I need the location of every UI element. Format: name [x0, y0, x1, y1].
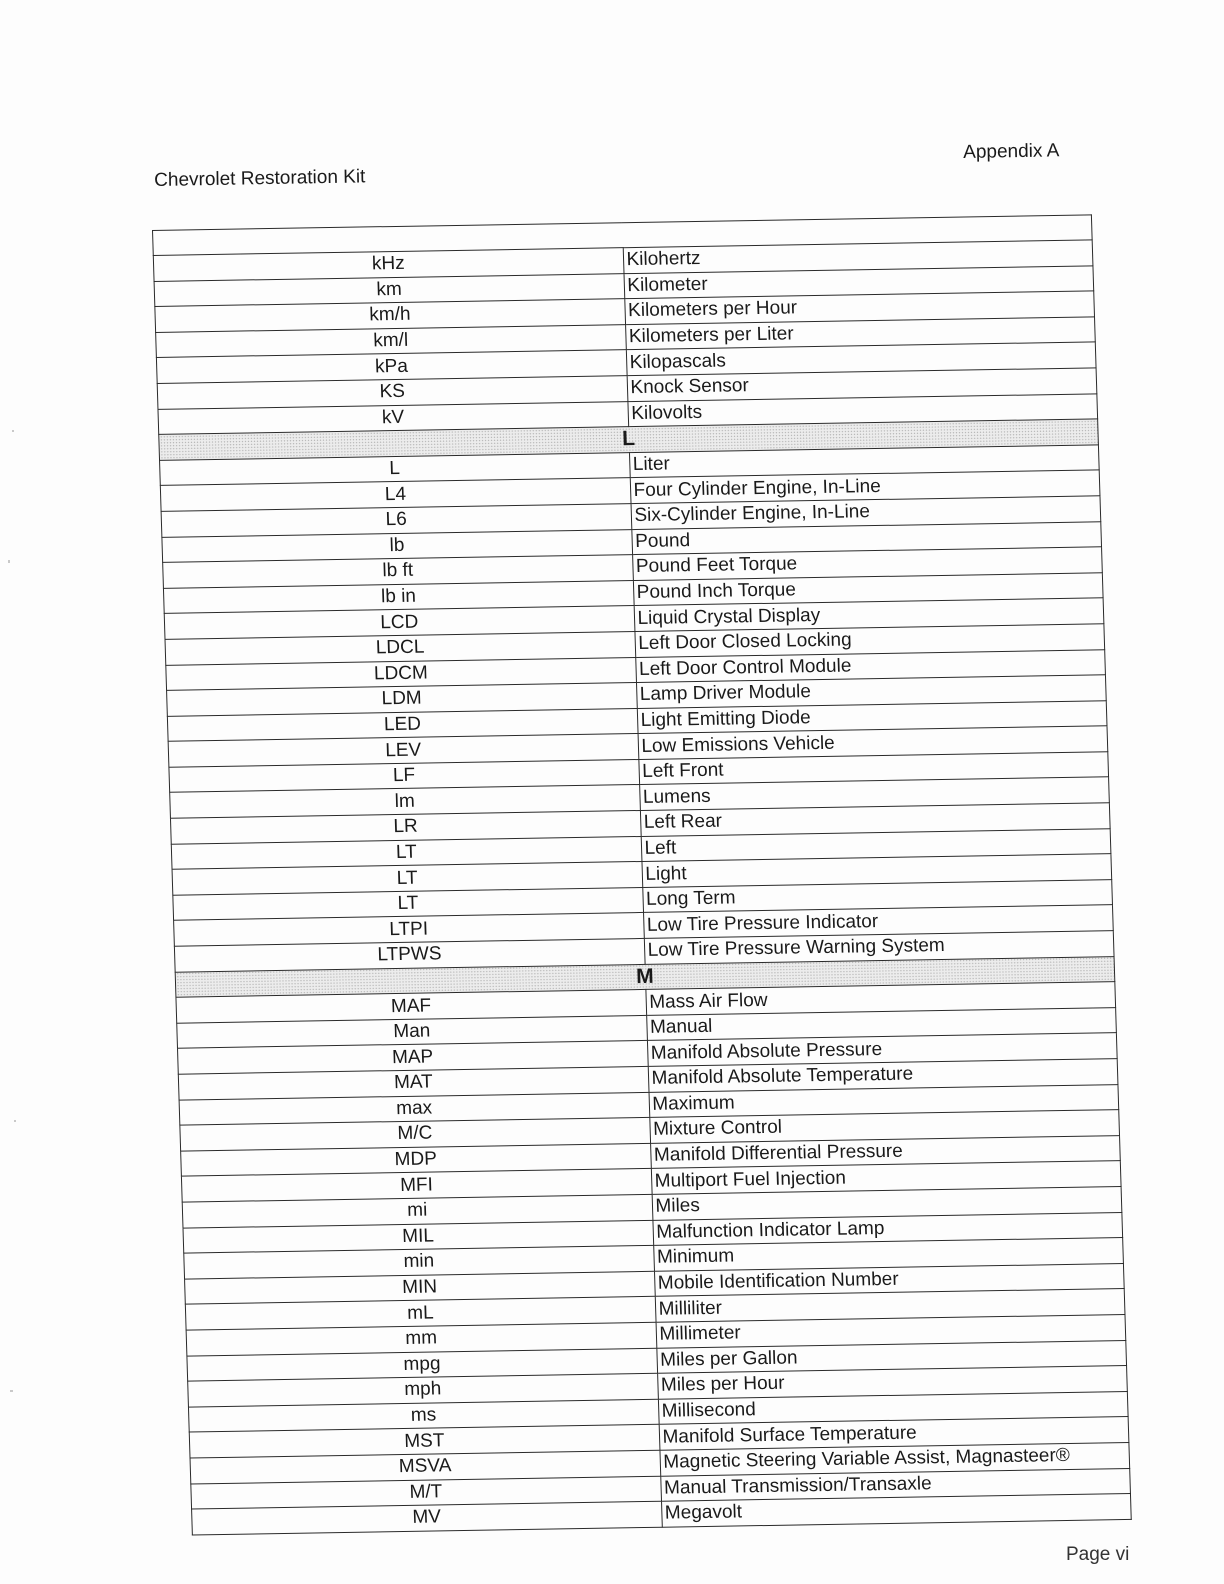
abbreviation-cell: LTPWS: [174, 938, 644, 971]
abbreviation-cell: min: [184, 1245, 654, 1278]
definition-cell: Low Emissions Vehicle: [638, 726, 1108, 759]
abbreviation-cell: MAF: [176, 990, 646, 1023]
abbreviation-cell: LED: [167, 708, 637, 741]
document-title: Chevrolet Restoration Kit: [154, 166, 366, 191]
appendix-label: Appendix A: [963, 140, 1060, 163]
definition-cell: Kilopascals: [626, 342, 1096, 375]
page-number: Page vi: [1066, 1544, 1130, 1565]
abbreviation-cell: mm: [186, 1322, 656, 1355]
definition-cell: Left Front: [638, 752, 1108, 785]
definition-cell: Manifold Differential Pressure: [650, 1135, 1120, 1168]
scan-speck: [14, 1120, 16, 1122]
abbreviation-cell: kHz: [153, 248, 623, 281]
definition-cell: Manifold Surface Temperature: [659, 1417, 1129, 1450]
definition-cell: Maximum: [649, 1084, 1119, 1117]
definition-cell: Mixture Control: [649, 1110, 1119, 1143]
definition-cell: Miles per Gallon: [656, 1340, 1126, 1373]
definition-cell: Magnetic Steering Variable Assist, Magnasteer®: [659, 1442, 1129, 1475]
abbreviation-cell: MV: [192, 1501, 662, 1534]
abbreviation-cell: M/C: [180, 1118, 650, 1151]
abbreviation-cell: mph: [188, 1373, 658, 1406]
definition-cell: Pound Feet Torque: [632, 547, 1102, 580]
definition-cell: Left Rear: [640, 803, 1110, 836]
abbreviation-cell: MST: [189, 1425, 659, 1458]
definition-cell: Manual Transmission/Transaxle: [660, 1468, 1130, 1501]
definition-cell: Long Term: [642, 880, 1112, 913]
definition-cell: Kilometers per Hour: [624, 291, 1094, 324]
definition-cell: Kilometers per Liter: [625, 317, 1095, 350]
abbreviation-cell: LTPI: [174, 913, 644, 946]
abbreviation-cell: Man: [177, 1015, 647, 1048]
section-letter: L: [159, 419, 1099, 460]
definition-cell: Pound: [631, 521, 1101, 554]
abbreviation-cell: L4: [160, 478, 630, 511]
abbreviation-cell: max: [179, 1092, 649, 1125]
abbreviation-cell: MFI: [181, 1169, 651, 1202]
abbreviation-cell: MIL: [183, 1220, 653, 1253]
definition-cell: Manifold Absolute Temperature: [648, 1059, 1118, 1092]
definition-cell: Left Door Control Module: [635, 649, 1105, 682]
definition-cell: Manual: [646, 1007, 1116, 1040]
abbreviation-cell: MIN: [185, 1271, 655, 1304]
abbreviation-cell: ms: [188, 1399, 658, 1432]
abbreviation-cell: MAT: [178, 1066, 648, 1099]
abbreviation-cell: LT: [173, 887, 643, 920]
definition-cell: Malfunction Indicator Lamp: [652, 1212, 1122, 1245]
abbreviation-cell: lb in: [163, 580, 633, 613]
definition-cell: Knock Sensor: [627, 368, 1097, 401]
definition-cell: Low Tire Pressure Warning System: [644, 931, 1114, 964]
definition-cell: Multiport Fuel Injection: [651, 1161, 1121, 1194]
abbreviation-cell: LCD: [164, 606, 634, 639]
definition-cell: Lumens: [639, 777, 1109, 810]
abbreviation-cell: LEV: [168, 734, 638, 767]
abbreviation-cell: LDCM: [166, 657, 636, 690]
abbreviation-cell: lm: [170, 785, 640, 818]
abbreviation-cell: MDP: [181, 1143, 651, 1176]
definition-cell: Left Door Closed Locking: [634, 624, 1104, 657]
abbreviation-cell: LT: [172, 862, 642, 895]
definition-cell: Mass Air Flow: [645, 982, 1115, 1015]
definition-cell: Light Emitting Diode: [637, 700, 1107, 733]
abbreviation-cell: LF: [169, 759, 639, 792]
scan-speck: [12, 430, 14, 432]
definition-cell: Millisecond: [658, 1391, 1128, 1424]
abbreviation-cell: MAP: [178, 1041, 648, 1074]
definition-cell: Millimeter: [656, 1314, 1126, 1347]
abbreviation-cell: mpg: [187, 1348, 657, 1381]
definition-cell: Four Cylinder Engine, In-Line: [630, 470, 1100, 503]
abbreviation-cell: M/T: [191, 1476, 661, 1509]
abbreviation-cell: LDCL: [165, 631, 635, 664]
abbreviation-cell: km: [154, 273, 624, 306]
definition-cell: Minimum: [653, 1238, 1123, 1271]
abbreviation-cell: kV: [158, 401, 628, 434]
abbreviation-cell: MSVA: [190, 1450, 660, 1483]
definition-cell: Miles per Hour: [657, 1366, 1127, 1399]
abbreviation-cell: lb ft: [163, 555, 633, 588]
abbreviation-cell: LR: [170, 811, 640, 844]
abbreviation-cell: lb: [162, 529, 632, 562]
definition-cell: Miles: [652, 1187, 1122, 1220]
scan-speck: [10, 1390, 13, 1392]
abbreviation-table: [152, 214, 1132, 1535]
abbreviation-cell: LDM: [167, 683, 637, 716]
abbreviation-cell: L: [160, 452, 630, 485]
definition-cell: Six-Cylinder Engine, In-Line: [631, 496, 1101, 529]
abbreviation-cell: km/l: [156, 324, 626, 357]
abbreviation-cell: mi: [182, 1194, 652, 1227]
definition-cell: Liter: [629, 445, 1099, 478]
scan-speck: [8, 560, 10, 563]
definition-cell: Mobile Identification Number: [654, 1263, 1124, 1296]
definition-cell: Megavolt: [661, 1494, 1131, 1527]
definition-cell: Pound Inch Torque: [633, 573, 1103, 606]
definition-cell: Kilovolts: [627, 393, 1097, 426]
abbreviation-cell: LT: [171, 836, 641, 869]
abbreviation-cell: mL: [185, 1297, 655, 1330]
definition-cell: Low Tire Pressure Indicator: [643, 905, 1113, 938]
definition-cell: Lamp Driver Module: [636, 675, 1106, 708]
definition-cell: Light: [641, 854, 1111, 887]
abbreviation-cell: kPa: [156, 350, 626, 383]
definition-cell: Milliliter: [655, 1289, 1125, 1322]
abbreviation-cell: km/h: [155, 299, 625, 332]
definition-cell: Kilometer: [623, 265, 1093, 298]
definition-cell: Kilohertz: [623, 240, 1093, 273]
abbreviation-cell: L6: [161, 504, 631, 537]
abbreviation-table-container: [152, 214, 1132, 1535]
definition-cell: Manifold Absolute Pressure: [647, 1033, 1117, 1066]
definition-cell: Left: [641, 828, 1111, 861]
definition-cell: Liquid Crystal Display: [634, 598, 1104, 631]
abbreviation-cell: KS: [157, 376, 627, 409]
section-letter: M: [175, 956, 1115, 997]
